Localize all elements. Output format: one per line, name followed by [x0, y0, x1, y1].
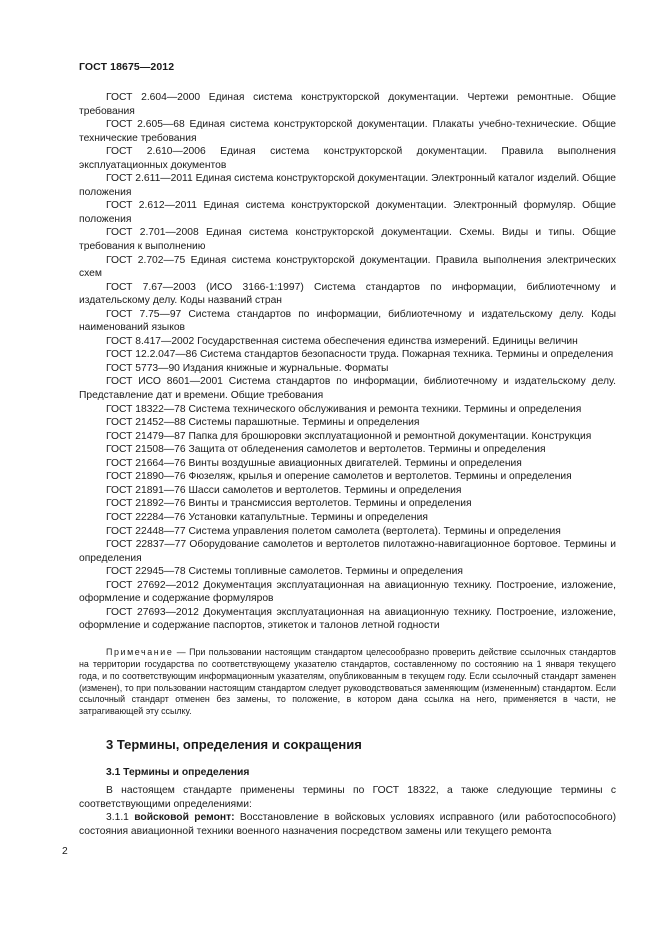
- reference-item: ГОСТ 8.417—2002 Государственная система обеспечения единства измерений. Единицы величин: [106, 335, 578, 347]
- reference-item: ГОСТ 22284—76 Установки катапультные. Термины и определения: [106, 511, 428, 523]
- reference-item: ГОСТ 21892—76 Винты и трансмиссия вертолетов. Термины и определения: [106, 498, 472, 510]
- references-list: [79, 91, 616, 633]
- term-number: 3.1.1: [106, 812, 135, 824]
- note-paragraph: [79, 647, 616, 718]
- note-text: — При пользовании настоящим стандартом целесообразно проверить действие ссылочных стандартов на территории государства по соответствующему указателю стандартов, составленному по состоянию на 1 января текущего года, и по соответствующим информационным указателям, опубликованным в текущем году. Если ссылочный стандарт заменен (изменен), то при пользовании настоящим стандартом следует руководствоваться заменяющим (измененным) стандартом. Если ссылочный стандарт отменен без замены, то положение, в котором дана ссылка на него, применяется в части, не затрагивающей эту ссылку.: [79, 647, 616, 717]
- reference-item: ГОСТ 7.67—2003 (ИСО 3166-1:1997) Система стандартов по информации, библиотечному и издательскому делу. Коды названий стран: [79, 281, 616, 307]
- document-header: ГОСТ 18675—2012: [79, 61, 175, 73]
- term-definition: Восстановление в войсковых условиях исправного (или работоспособного) состояния авиационной техники военного назначения посредством замены или текущего ремонта: [79, 812, 616, 837]
- term-name: войсковой ремонт:: [134, 812, 235, 824]
- reference-item: ГОСТ 21479—87 Папка для брошюровки эксплуатационной и ремонтной документации. Конструкция: [106, 430, 592, 442]
- section-body: [79, 784, 616, 838]
- reference-item: ГОСТ 21891—76 Шасси самолетов и вертолетов. Термины и определения: [106, 484, 462, 496]
- reference-item: ГОСТ 5773—90 Издания книжные и журнальные. Форматы: [106, 362, 389, 374]
- reference-item: ГОСТ 21508—76 Защита от обледенения самолетов и вертолетов. Термины и определения: [106, 444, 546, 456]
- reference-item: ГОСТ 2.702—75 Единая система конструкторской документации. Правила выполнения электрических схем: [79, 254, 616, 280]
- section-heading: 3 Термины, определения и сокращения: [106, 737, 362, 752]
- reference-item: ГОСТ 2.611—2011 Единая система конструкторской документации. Электронный каталог изделий. Общие положения: [79, 173, 616, 198]
- note-label: Примечание: [106, 647, 174, 657]
- reference-item: ГОСТ 2.605—68 Единая система конструкторской документации. Плакаты учебно-технические. Общие технические требования: [79, 119, 616, 144]
- reference-item: ГОСТ 21664—76 Винты воздушные авиационных двигателей. Термины и определения: [106, 457, 522, 469]
- reference-item: ГОСТ 21452—88 Системы парашютные. Термины и определения: [106, 417, 420, 429]
- page-number: 2: [62, 846, 68, 857]
- reference-item: ГОСТ 7.75—97 Система стандартов по информации, библиотечному и издательскому делу. Коды наименований языков: [79, 308, 616, 334]
- reference-item: ГОСТ 21890—76 Фюзеляж, крылья и оперение самолетов и вертолетов. Термины и определения: [106, 471, 572, 483]
- term-paragraph: [79, 811, 616, 838]
- reference-item: ГОСТ 22945—78 Системы топливные самолетов. Термины и определения: [106, 566, 463, 578]
- reference-item: ГОСТ 18322—78 Система технического обслуживания и ремонта техники. Термины и определения: [106, 403, 582, 415]
- reference-item: ГОСТ 22837—77 Оборудование самолетов и вертолетов пилотажно-навигационное бортовое. Термины и определения: [79, 539, 616, 564]
- reference-item: ГОСТ 27693—2012 Документация эксплуатационная на авиационную технику. Построение, изложение, оформление и содержание паспортов, этикеток и талонов летной годности: [79, 606, 616, 632]
- reference-item: ГОСТ 2.604—2000 Единая система конструкторской документации. Чертежи ремонтные. Общие требования: [79, 92, 616, 117]
- reference-item: ГОСТ 12.2.047—86 Система стандартов безопасности труда. Пожарная техника. Термины и определения: [106, 349, 614, 361]
- reference-item: ГОСТ 27692—2012 Документация эксплуатационная на авиационную технику. Построение, изложение, оформление и содержание формуляров: [79, 579, 616, 605]
- reference-item: ГОСТ 2.612—2011 Единая система конструкторской документации. Электронный формуляр. Общие положения: [79, 200, 616, 225]
- subsection-heading: 3.1 Термины и определения: [106, 767, 250, 778]
- reference-item: ГОСТ 22448—77 Система управления полетом самолета (вертолета). Термины и определения: [106, 525, 561, 537]
- intro-paragraph: В настоящем стандарте применены термины по ГОСТ 18322, а также следующие термины с соответствующими определениями:: [79, 785, 616, 810]
- reference-item: ГОСТ ИСО 8601—2001 Система стандартов по информации, библиотечному и издательскому делу. Представление дат и времени. Общие требования: [79, 376, 616, 402]
- reference-item: ГОСТ 2.701—2008 Единая система конструкторской документации. Схемы. Виды и типы. Общие требования к выполнению: [79, 227, 616, 253]
- reference-item: ГОСТ 2.610—2006 Единая система конструкторской документации. Правила выполнения эксплуатационных документов: [79, 146, 616, 171]
